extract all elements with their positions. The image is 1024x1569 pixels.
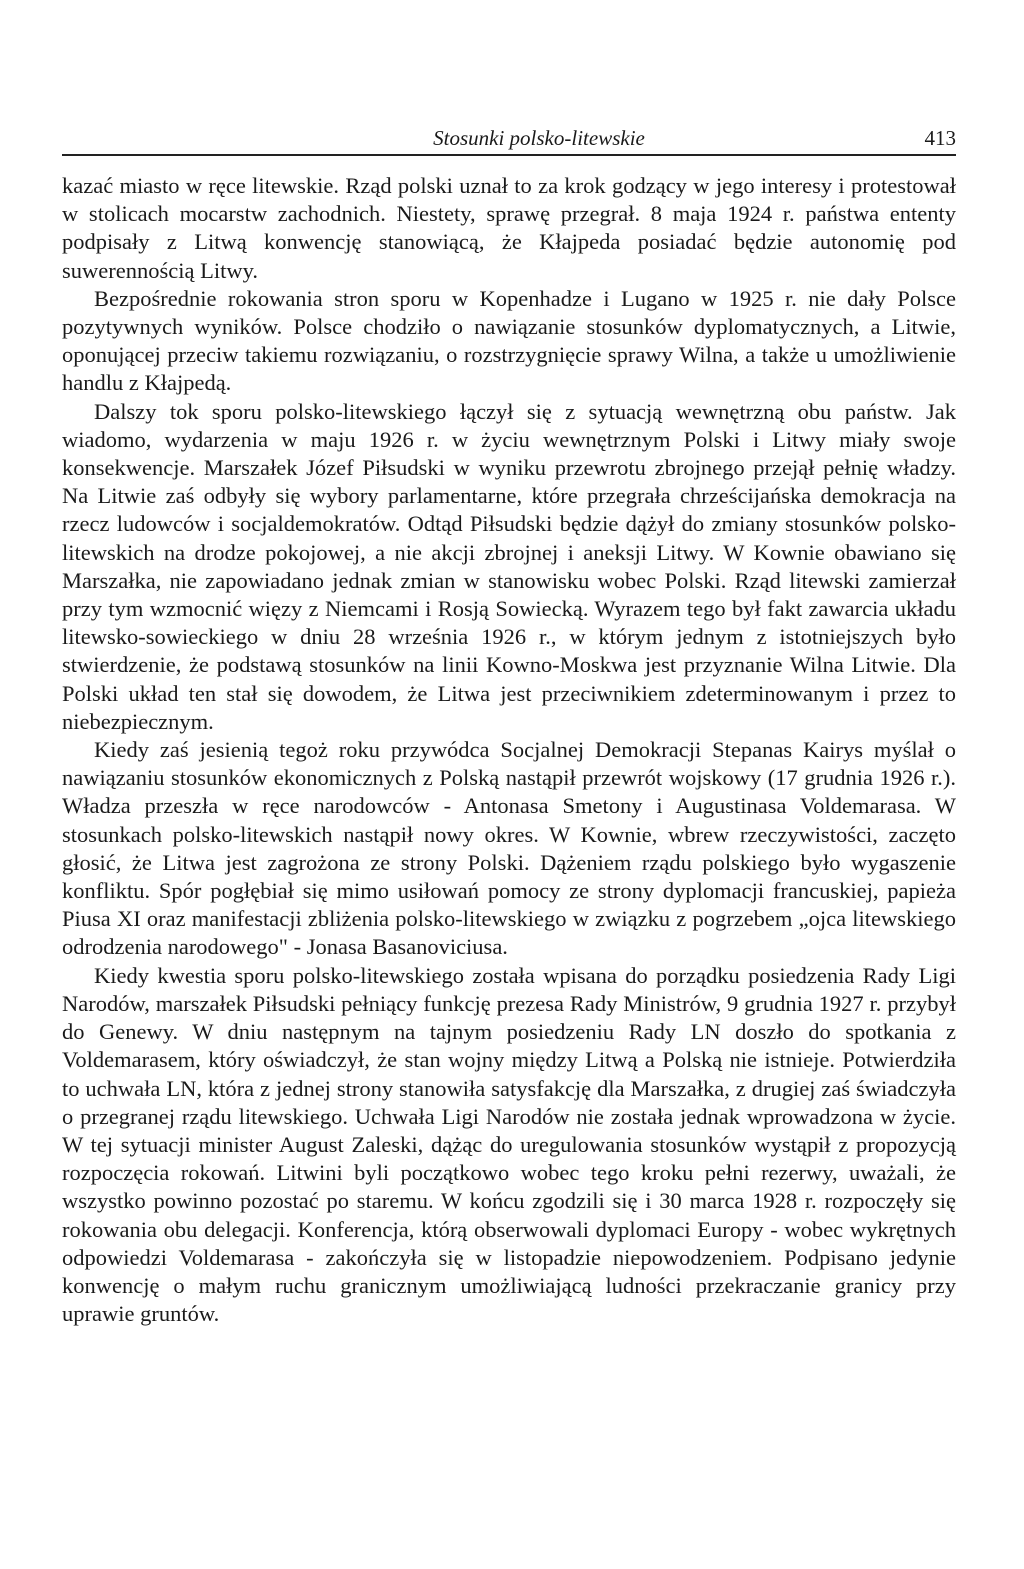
body-text [62, 172, 956, 1328]
book-page [62, 124, 956, 1328]
running-title: Stosunki polsko-litewskie [433, 126, 645, 150]
paragraph-2: Bezpośrednie rokowania stron sporu w Kopenhadze i Lugano w 1925 r. nie dały Polsce pozytywnych wyników. Polsce chodziło o nawiązanie stosunków dyplomatycznych, a Litwie, oponującej przeciw takiemu rozwiązaniu, o rozstrzygnięcie sprawy Wilna, a także u umożliwienie handlu z Kłajpedą. [62, 285, 956, 396]
page-number: 413 [924, 126, 956, 150]
paragraph-4: Kiedy zaś jesienią tegoż roku przywódca Socjalnej Demokracji Stepanas Kairys myślał o nawiązaniu stosunków ekonomicznych z Polską nastąpił przewrót wojskowy (17 grudnia 1926 r.). Władza przeszła w ręce narodowców - Antonasa Smetony i Augustinasa Voldemarasa. W stosunkach polsko-litewskich nastąpił nowy okres. W Kownie, wbrew rzeczywistości, zaczęto głosić, że Litwa jest zagrożona ze strony Polski. Dążeniem rządu polskiego było wygaszenie konfliktu. Spór pogłębiał się mimo usiłowań pomocy ze strony dyplomacji francuskiej, papieża Piusa XI oraz manifestacji zbliżenia polsko-litewskiego w związku z pogrzebem „ojca litewskiego odrodzenia narodowego" - Jonasa Basanoviciusa. [62, 737, 956, 960]
paragraph-1: kazać miasto w ręce litewskie. Rząd polski uznał to za krok godzący w jego interesy i protestował w stolicach mocarstw zachodnich. Niestety, sprawę przegrał. 8 maja 1924 r. państwa ententy podpisały z Litwą konwencję stanowiącą, że Kłajpeda posiadać będzie autonomię pod suwerennością Litwy. [62, 173, 956, 283]
paragraph-3: Dalszy tok sporu polsko-litewskiego łączył się z sytuacją wewnętrzną obu państw. Jak wiadomo, wydarzenia w maju 1926 r. w życiu wewnętrznym Polski i Litwy miały swoje konsekwencje. Marszałek Józef Piłsudski w wyniku przewrotu zbrojnego przejął pełnię władzy. Na Litwie zaś odbyły się wybory parlamentarne, które przegrała chrześcijańska demokracja na rzecz ludowców i socjaldemokratów. Odtąd Piłsudski będzie dążył do zmiany stosunków polsko-litewskich na drodze pokojowej, a nie akcji zbrojnej i aneksji Litwy. W Kownie obawiano się Marszałka, nie zapowiadano jednak zmian w stanowisku wobec Polski. Rząd litewski zamierzał przy tym wzmocnić więzy z Niemcami i Rosją Sowiecką. Wyrazem tego był fakt zawarcia układu litewsko-sowieckiego w dniu 28 września 1926 r., w którym jednym z istotniejszych było stwierdzenie, że podstawą stosunków na linii Kowno-Moskwa jest przyznanie Wilna Litwie. Dla Polski układ ten stał się dowodem, że Litwa jest przeciwnikiem zdeterminowanym i przez to niebezpiecznym. [62, 398, 956, 734]
paragraph-5: Kiedy kwestia sporu polsko-litewskiego została wpisana do porządku posiedzenia Rady Ligi Narodów, marszałek Piłsudski pełniący funkcję prezesa Rady Ministrów, 9 grudnia 1927 r. przybył do Genewy. W dniu następnym na tajnym posiedzeniu Rady LN doszło do spotkania z Voldemarasem, który oświadczył, że stan wojny między Litwą a Polską nie istnieje. Potwierdziła to uchwała LN, która z jednej strony stanowiła satysfakcję dla Marszałka, z drugiej zaś świadczyła o przegranej rządu litewskiego. Uchwała Ligi Narodów nie została jednak wprowadzona w życie. W tej sytuacji minister August Zaleski, dążąc do uregulowania stosunków wystąpił z propozycją rozpoczęcia rokowań. Litwini byli początkowo wobec tego kroku pełni rezerwy, uważali, że wszystko powinno pozostać po staremu. W końcu zgodzili się i 30 marca 1928 r. rozpoczęły się rokowania obu delegacji. Konferencja, którą obserwowali dyplomaci Europy - wobec wykrętnych odpowiedzi Voldemarasa - zakończyła się w listopadzie niepowodzeniem. Podpisano jedynie konwencję o małym ruchu granicznym umożliwiającą ludności przekraczanie granicy przy uprawie gruntów. [62, 962, 956, 1327]
running-head [62, 124, 956, 156]
